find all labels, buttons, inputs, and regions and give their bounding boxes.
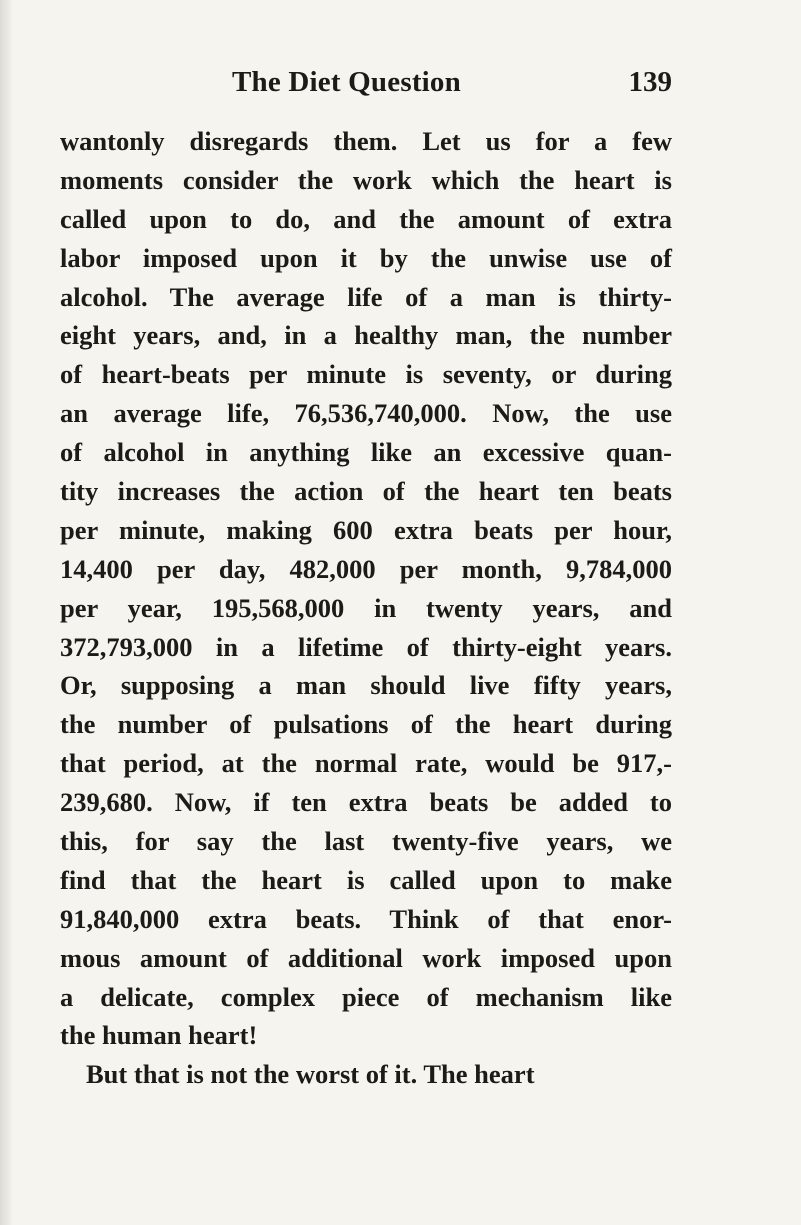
text-line: 91,840,000 extra beats. Think of that enor- [60, 903, 672, 934]
text-line: per minute, making 600 extra beats per hour, [60, 514, 672, 545]
body-text [60, 122, 672, 1094]
text-line: moments consider the work which the heart is [60, 164, 672, 195]
text-line: called upon to do, and the amount of extra [60, 203, 672, 234]
text-line: 14,400 per day, 482,000 per month, 9,784,000 [60, 553, 672, 584]
text-line: find that the heart is called upon to make [60, 864, 672, 895]
text-line: 372,793,000 in a lifetime of thirty-eight years. [60, 631, 672, 662]
text-line: the number of pulsations of the heart during [60, 709, 672, 740]
text-line: wantonly disregards them. Let us for a few [60, 126, 672, 156]
text-line: alcohol. The average life of a man is thirty- [60, 281, 672, 312]
running-header [232, 66, 672, 106]
text-line: eight years, and, in a healthy man, the number [60, 320, 672, 351]
spine-shadow [0, 0, 14, 1225]
text-line: per year, 195,568,000 in twenty years, and [60, 592, 672, 623]
text-line: labor imposed upon it by the unwise use of [60, 242, 672, 273]
running-title: The Diet Question [232, 66, 461, 98]
paragraph-start-line: But that is not the worst of it. The heart [86, 1059, 535, 1090]
page-number: 139 [628, 66, 672, 98]
text-line: an average life, 76,536,740,000. Now, the use [60, 398, 672, 429]
text-line: 239,680. Now, if ten extra beats be added to [60, 787, 672, 818]
text-line: of heart-beats per minute is seventy, or during [60, 359, 672, 390]
text-line: this, for say the last twenty-five years, we [60, 826, 672, 857]
text-line: that period, at the normal rate, would be 917,- [60, 748, 672, 779]
text-line: mous amount of additional work imposed upon [60, 942, 672, 973]
text-line: tity increases the action of the heart ten beats [60, 476, 672, 507]
text-line: the human heart! [60, 1020, 258, 1051]
text-line: a delicate, complex piece of mechanism like [60, 981, 672, 1012]
text-line: of alcohol in anything like an excessive quan- [60, 437, 672, 468]
text-line: Or, supposing a man should live fifty years, [60, 670, 672, 701]
